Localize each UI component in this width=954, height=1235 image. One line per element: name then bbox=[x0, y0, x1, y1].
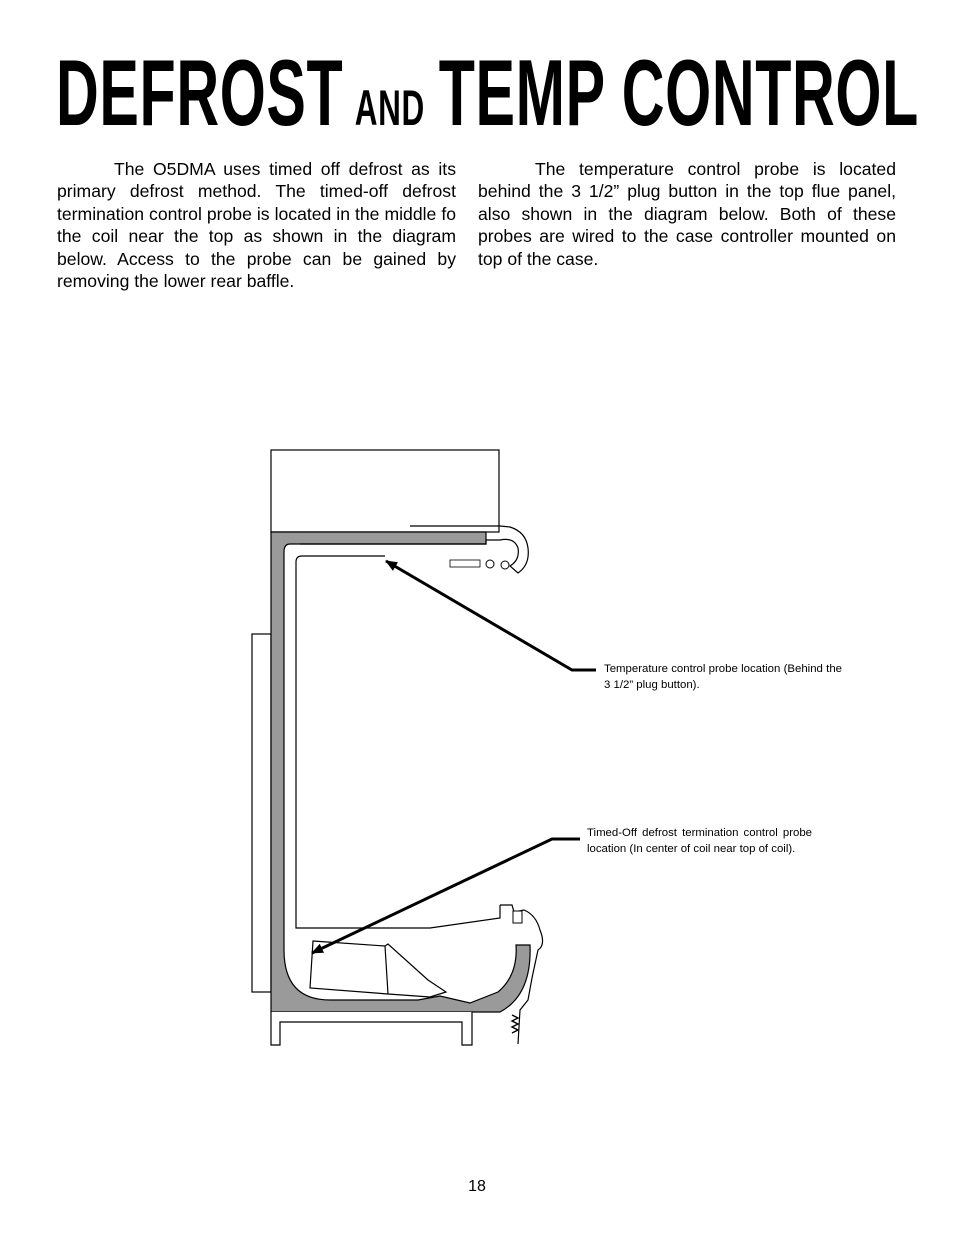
intro-paragraph-left: The O5DMA uses timed off defrost as its primary defrost method. The timed-off defrost termination control probe is located in the middle fo the coil near the top as shown in the diagram below. Access to the probe can be gained by removing the lower rear baffle. bbox=[57, 159, 456, 292]
intro-paragraph-right: The temperature control probe is located behind the 3 1/2” plug button in the top flue panel, also shown in the diagram below. Both of these probes are wired to the case controller mounted on top of the case. bbox=[478, 159, 896, 269]
case-base bbox=[271, 1012, 472, 1045]
top-housing bbox=[271, 450, 499, 532]
rear-panel bbox=[252, 634, 271, 992]
defrost-probe-callout: Timed-Off defrost termination control probe location (In center of coil near top of coil). bbox=[587, 827, 812, 855]
defrost-probe-leader bbox=[312, 839, 580, 953]
plug-button-strip bbox=[450, 560, 480, 567]
title-temp-control: TEMP CONTROL bbox=[438, 40, 919, 145]
title-and: AND bbox=[354, 80, 425, 136]
page-number: 18 bbox=[468, 1178, 486, 1195]
title-defrost: DEFROST bbox=[56, 40, 344, 145]
inner-cavity bbox=[296, 556, 500, 928]
evaporator-coil bbox=[310, 941, 446, 997]
temp-probe-callout: Temperature control probe location (Behind the 3 1/2” plug button). bbox=[604, 663, 842, 691]
temp-probe-leader bbox=[386, 561, 596, 670]
insulated-wall bbox=[271, 532, 530, 1012]
